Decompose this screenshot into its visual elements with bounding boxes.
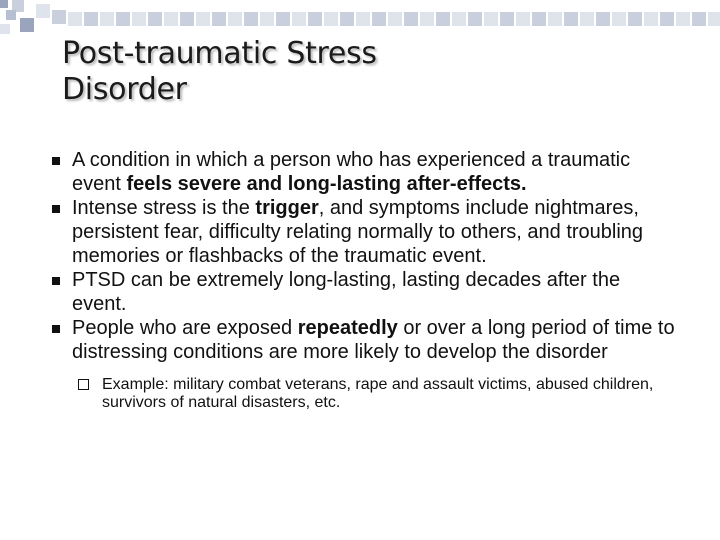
sub-bullet-text: Example: military combat veterans, rape and assault victims, abused children, survivors of natural disasters, etc. bbox=[102, 376, 654, 411]
slide-body bbox=[50, 148, 678, 412]
bullet-text-run: People who are exposed bbox=[72, 317, 298, 339]
bullet-text-run: , and symptoms include nightmares, persistent fear, difficulty relating normally to others, and troubling memories or flashbacks of the traumatic event. bbox=[72, 197, 644, 267]
square-bullet-icon bbox=[52, 325, 60, 333]
bullet-item bbox=[50, 268, 678, 316]
bullet-text-bold-run: repeatedly bbox=[297, 317, 398, 339]
bullet-text-bold-run: trigger bbox=[255, 197, 319, 219]
decorative-header-squares bbox=[0, 0, 720, 40]
square-bullet-icon bbox=[52, 277, 60, 285]
square-bullet-icon bbox=[52, 157, 60, 165]
square-bullet-icon bbox=[52, 205, 60, 213]
checkbox-bullet-icon bbox=[78, 379, 89, 390]
slide-title-line-1: Post-traumatic Stress bbox=[62, 36, 377, 71]
bullet-text-run: or over a long period of time to distressing conditions are more likely to develop the disorder bbox=[72, 317, 675, 363]
bullet-text-run: PTSD can be extremely long-lasting, lasting decades after the event. bbox=[72, 269, 621, 315]
sub-bullet-list bbox=[72, 376, 678, 412]
bullet-item bbox=[50, 148, 678, 196]
bullet-text-run: Intense stress is the bbox=[72, 197, 256, 219]
bullet-text-bold-run: feels severe and long-lasting after-effects. bbox=[126, 173, 527, 195]
bullet-item bbox=[50, 316, 678, 412]
slide-title bbox=[62, 36, 377, 108]
bullet-text-run: A condition in which a person who has experienced a traumatic event bbox=[72, 149, 631, 195]
slide-title-line-2: Disorder bbox=[62, 72, 187, 107]
sub-bullet-item bbox=[72, 376, 678, 412]
bullet-item bbox=[50, 196, 678, 268]
bullet-list bbox=[50, 148, 678, 412]
square-pattern-graphic bbox=[0, 0, 720, 40]
